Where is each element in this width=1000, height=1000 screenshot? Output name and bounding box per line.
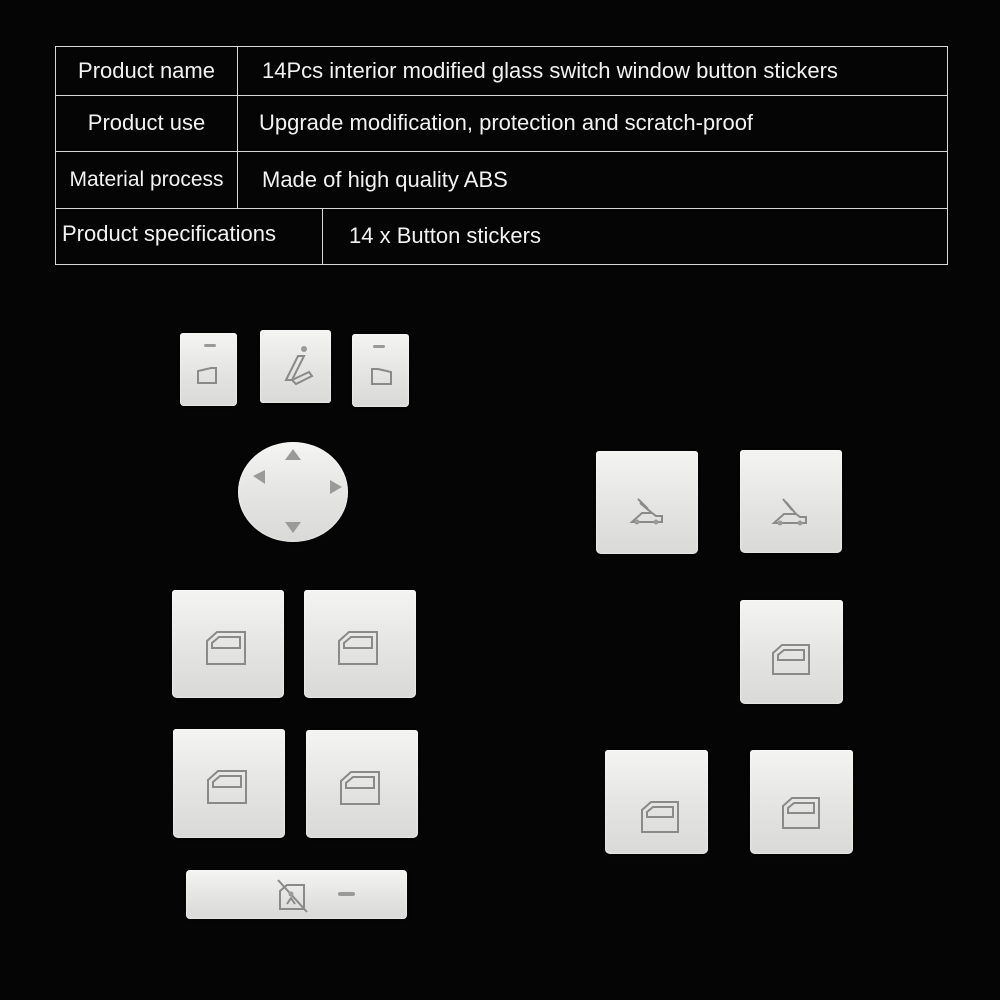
sticker-trunk-open — [596, 451, 698, 554]
sticker-trunk-close — [740, 450, 842, 553]
sticker-window-switch — [173, 729, 285, 838]
spec-label: Material process — [56, 151, 238, 208]
spec-value: 14Pcs interior modified glass switch window button stickers — [262, 58, 838, 83]
door-right-icon — [352, 334, 409, 407]
spec-value: Upgrade modification, protection and scratch-proof — [259, 110, 754, 135]
sticker-window-switch — [172, 590, 284, 698]
seat-icon — [260, 330, 331, 403]
sticker-window-switch — [304, 590, 416, 698]
door-left-icon — [180, 333, 237, 406]
spec-value: Made of high quality ABS — [262, 166, 508, 192]
window-switch-icon — [306, 730, 418, 838]
trunk-open-icon — [596, 451, 698, 554]
sticker-window-switch — [605, 750, 708, 854]
window-switch-icon — [304, 590, 416, 698]
window-switch-icon — [173, 729, 285, 838]
sticker-mirror-pad — [238, 442, 348, 542]
sticker-window-switch — [740, 600, 843, 704]
sticker-seat — [260, 330, 331, 403]
trunk-close-icon — [740, 450, 842, 553]
sticker-door-left — [180, 333, 237, 406]
child-lock-icon — [186, 870, 407, 919]
sticker-window-switch — [306, 730, 418, 838]
window-switch-icon — [172, 590, 284, 698]
window-switch-icon — [605, 750, 708, 854]
mirror-direction-pad-icon — [238, 442, 348, 542]
spec-label: Product use — [56, 95, 238, 151]
sticker-window-switch — [750, 750, 853, 854]
spec-value: 14 x Button stickers — [349, 223, 541, 248]
spec-label: Product name — [56, 47, 238, 95]
sticker-door-right — [352, 334, 409, 407]
spec-label: Product specifications — [56, 208, 323, 264]
sticker-child-lock-strip — [186, 870, 407, 919]
window-switch-icon — [740, 600, 843, 704]
window-switch-icon — [750, 750, 853, 854]
